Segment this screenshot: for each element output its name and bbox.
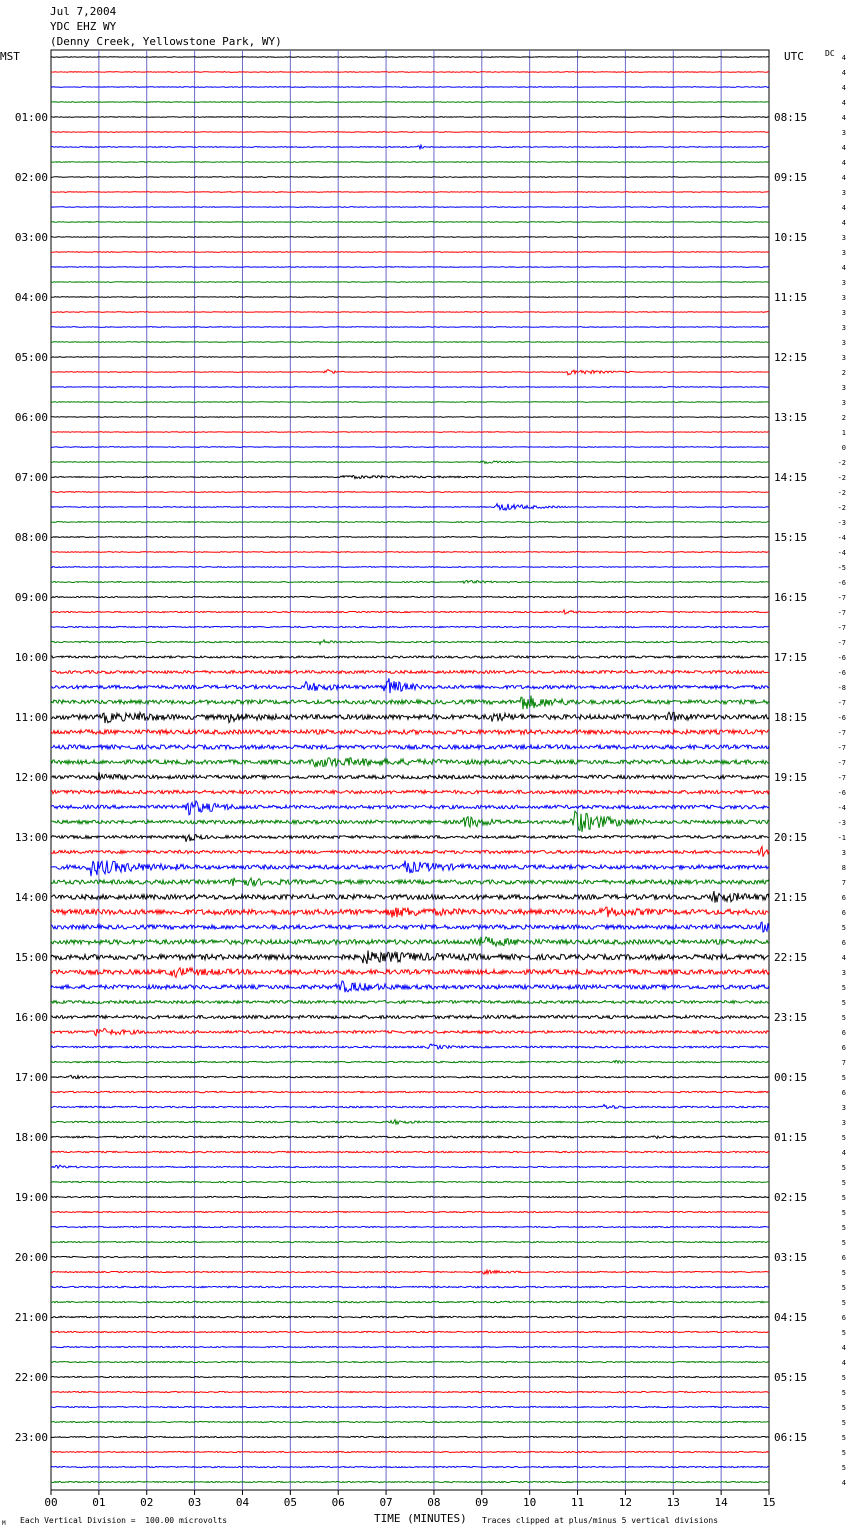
seismic-trace-row — [51, 772, 769, 780]
plot-frame — [51, 50, 769, 1490]
utc-hour-label: 18:15 — [774, 711, 808, 724]
dc-offset-value: 3 — [841, 384, 846, 392]
dc-offset-value: 3 — [841, 294, 846, 302]
dc-offset-value: -3 — [837, 819, 846, 827]
dc-offset-value: 3 — [841, 849, 846, 857]
dc-offset-value: 5 — [841, 1134, 846, 1142]
dc-offset-value: 3 — [841, 129, 846, 137]
seismic-trace-row — [51, 758, 769, 767]
dc-offset-value: 4 — [841, 84, 846, 92]
seismic-trace-row — [51, 1120, 769, 1124]
seismic-trace-row — [51, 811, 769, 832]
dc-offset-value: -7 — [837, 639, 846, 647]
seismic-trace-row — [51, 891, 769, 903]
seismic-trace-row — [51, 1406, 769, 1407]
mst-hour-label: 02:00 — [14, 171, 48, 184]
mst-hour-label: 15:00 — [14, 951, 48, 964]
dc-offset-value: 6 — [841, 1044, 846, 1052]
dc-offset-value: 6 — [841, 1089, 846, 1097]
seismic-trace-row — [51, 922, 769, 932]
utc-hour-label: 09:15 — [774, 171, 808, 184]
seismic-trace-row — [51, 1075, 769, 1078]
dc-offset-value: 5 — [841, 984, 846, 992]
mst-hour-label: 09:00 — [14, 591, 48, 604]
seismic-trace-row — [51, 1376, 769, 1377]
dc-offset-value: 6 — [841, 1314, 846, 1322]
dc-offset-value: 3 — [841, 249, 846, 257]
utc-hour-label: 08:15 — [774, 111, 808, 124]
mst-hour-label: 18:00 — [14, 1131, 48, 1144]
dc-offset-value: -6 — [837, 669, 846, 677]
mst-hour-label: 22:00 — [14, 1371, 48, 1384]
seismic-trace-row — [51, 745, 769, 749]
seismic-trace-row — [51, 222, 769, 223]
seismic-trace-row — [51, 1346, 769, 1347]
seismic-trace-row — [51, 861, 769, 877]
seismic-trace-row — [51, 950, 769, 963]
dc-offset-value: -7 — [837, 609, 846, 617]
vertical-division-note: Each Vertical Division = 100.00 microvolts — [20, 1516, 228, 1525]
seismic-trace-row — [51, 580, 769, 583]
mst-hour-label: 17:00 — [14, 1071, 48, 1084]
x-tick-label: 13 — [666, 1496, 680, 1509]
seismic-trace-row — [51, 596, 769, 597]
x-tick-label: 00 — [44, 1496, 58, 1509]
mst-hour-label: 16:00 — [14, 1011, 48, 1024]
x-tick-label: 03 — [187, 1496, 202, 1509]
seismic-trace-row — [51, 907, 769, 918]
mst-hour-label: 20:00 — [14, 1251, 48, 1264]
seismic-trace-row — [51, 432, 769, 433]
mst-hour-label: 14:00 — [14, 891, 48, 904]
seismic-trace-row — [51, 801, 769, 815]
seismic-trace-row — [51, 57, 769, 58]
dc-offset-value: -7 — [837, 744, 846, 752]
seismic-trace-row — [51, 1060, 769, 1063]
mst-hour-label: 08:00 — [14, 531, 48, 544]
seismic-trace-row — [51, 696, 769, 710]
dc-offset-value: 4 — [841, 54, 846, 62]
dc-offset-value: -4 — [837, 804, 846, 812]
seismic-trace-row — [51, 342, 769, 343]
x-tick-label: 15 — [762, 1496, 776, 1509]
dc-offset-value: 5 — [841, 1449, 846, 1457]
seismic-trace-row — [51, 102, 769, 103]
dc-offset-value: 4 — [841, 1344, 846, 1352]
mst-hour-label: 07:00 — [14, 471, 48, 484]
utc-hour-label: 20:15 — [774, 831, 808, 844]
utc-hour-label: 00:15 — [774, 1071, 808, 1084]
utc-hour-label: 04:15 — [774, 1311, 808, 1324]
seismic-trace-row — [51, 1196, 769, 1197]
dc-offset-value: 5 — [841, 1269, 846, 1277]
dc-offset-value: 5 — [841, 1074, 846, 1082]
dc-offset-value: 5 — [841, 924, 846, 932]
seismic-trace-row — [51, 847, 769, 857]
seismic-trace-row — [51, 132, 769, 133]
x-tick-label: 07 — [379, 1496, 393, 1509]
dc-offset-value: 6 — [841, 1029, 846, 1037]
dc-offset-value: 5 — [841, 1239, 846, 1247]
seismic-trace-row — [51, 117, 769, 118]
mst-hour-label: 19:00 — [14, 1191, 48, 1204]
dc-offset-value: 3 — [841, 969, 846, 977]
x-tick-label: 09 — [475, 1496, 489, 1509]
clipping-note: Traces clipped at plus/minus 5 vertical divisions — [482, 1516, 719, 1525]
mst-hour-label: 23:00 — [14, 1431, 48, 1444]
dc-offset-value: -2 — [837, 504, 846, 512]
utc-hour-label: 15:15 — [774, 531, 808, 544]
seismic-trace-row — [51, 177, 769, 178]
seismic-trace-row — [51, 981, 769, 992]
seismic-trace-row — [51, 1256, 769, 1257]
dc-offset-value: -1 — [837, 834, 846, 842]
utc-hour-label: 10:15 — [774, 231, 808, 244]
dc-offset-value: -6 — [837, 789, 846, 797]
seismic-trace-row — [51, 370, 769, 375]
seismic-trace-row — [51, 312, 769, 313]
seismic-trace-row — [51, 1029, 769, 1036]
dc-offset-value: 5 — [841, 1194, 846, 1202]
utc-hour-label: 05:15 — [774, 1371, 808, 1384]
dc-offset-value: 6 — [841, 939, 846, 947]
seismic-trace-row — [51, 1466, 769, 1467]
seismic-trace-row — [51, 1361, 769, 1362]
seismic-trace-row — [51, 1105, 769, 1109]
dc-offset-value: 3 — [841, 279, 846, 287]
dc-offset-value: 4 — [841, 114, 846, 122]
dc-offset-value: -7 — [837, 774, 846, 782]
seismic-trace-row — [51, 1181, 769, 1182]
dc-offset-value: -7 — [837, 759, 846, 767]
dc-offset-value: 3 — [841, 339, 846, 347]
dc-offset-value: -3 — [837, 519, 846, 527]
seismic-trace-row — [51, 72, 769, 73]
seismic-trace-row — [51, 626, 769, 627]
seismic-trace-row — [51, 678, 769, 693]
mst-hour-label: 11:00 — [14, 711, 48, 724]
dc-offset-value: -7 — [837, 699, 846, 707]
dc-offset-value: 5 — [841, 1179, 846, 1187]
seismic-trace-row — [51, 387, 769, 388]
dc-offset-value: 7 — [841, 1059, 846, 1067]
dc-offset-value: 4 — [841, 954, 846, 962]
dc-offset-value: 4 — [841, 219, 846, 227]
x-tick-label: 14 — [714, 1496, 728, 1509]
utc-hour-label: 23:15 — [774, 1011, 808, 1024]
dc-offset-value: 5 — [841, 1164, 846, 1172]
dc-offset-value: -2 — [837, 489, 846, 497]
dc-offset-value: -7 — [837, 594, 846, 602]
seismic-trace-row — [51, 790, 769, 794]
record-date: Jul 7,2004 — [50, 5, 117, 18]
seismic-trace-row — [51, 1226, 769, 1227]
seismic-trace-row — [51, 1331, 769, 1332]
seismic-trace-row — [51, 937, 769, 946]
seismic-trace-row — [51, 145, 769, 149]
dc-offset-value: -2 — [837, 474, 846, 482]
utc-hour-label: 22:15 — [774, 951, 808, 964]
mst-hour-label: 13:00 — [14, 831, 48, 844]
seismic-trace-row — [51, 402, 769, 403]
seismic-trace-row — [51, 968, 769, 978]
dc-offset-value: 3 — [841, 399, 846, 407]
dc-offset-value: 5 — [841, 1434, 846, 1442]
dc-offset-value: 3 — [841, 1119, 846, 1127]
dc-offset-value: 3 — [841, 309, 846, 317]
mst-hour-label: 10:00 — [14, 651, 48, 664]
dc-offset-value: 5 — [841, 1404, 846, 1412]
dc-offset-value: 4 — [841, 69, 846, 77]
dc-offset-value: 1 — [841, 429, 846, 437]
seismic-trace-row — [51, 1241, 769, 1242]
dc-offset-value: 4 — [841, 174, 846, 182]
seismic-trace-row — [51, 1044, 769, 1049]
utc-hour-label: 01:15 — [774, 1131, 808, 1144]
dc-offset-value: 4 — [841, 204, 846, 212]
dc-offset-value: -6 — [837, 579, 846, 587]
utc-hour-label: 12:15 — [774, 351, 808, 364]
x-tick-label: 01 — [92, 1496, 106, 1509]
utc-hour-label: 19:15 — [774, 771, 808, 784]
dc-offset-value: 5 — [841, 1329, 846, 1337]
mst-hour-label: 05:00 — [14, 351, 48, 364]
seismic-trace-row — [51, 1481, 769, 1482]
x-tick-label: 02 — [140, 1496, 154, 1509]
x-tick-label: 05 — [283, 1496, 297, 1509]
dc-offset-value: 4 — [841, 159, 846, 167]
seismic-trace-row — [51, 237, 769, 238]
seismic-trace-row — [51, 552, 769, 553]
seismic-trace-row — [51, 192, 769, 193]
dc-offset-value: 7 — [841, 879, 846, 887]
dc-offset-value: 6 — [841, 894, 846, 902]
seismic-trace-row — [51, 1286, 769, 1288]
utc-hour-label: 14:15 — [774, 471, 808, 484]
dc-offset-value: 0 — [841, 444, 846, 452]
dc-offset-value: 4 — [841, 1359, 846, 1367]
seismic-trace-row — [51, 162, 769, 163]
mst-axis-title: MST — [0, 50, 20, 63]
seismic-trace-row — [51, 656, 769, 658]
dc-offset-value: 4 — [841, 144, 846, 152]
utc-axis-title: UTC — [784, 50, 804, 63]
mst-hour-label: 01:00 — [14, 111, 48, 124]
seismic-trace-row — [51, 1001, 769, 1004]
seismic-trace-row — [51, 504, 769, 510]
seismic-trace-row — [51, 537, 769, 538]
seismic-trace-row — [51, 1211, 769, 1212]
dc-offset-value: 5 — [841, 1419, 846, 1427]
seismic-trace-row — [51, 282, 769, 283]
dc-offset-title: DC — [825, 49, 835, 58]
seismic-trace-row — [51, 1301, 769, 1303]
dc-offset-value: -6 — [837, 654, 846, 662]
utc-hour-label: 06:15 — [774, 1431, 808, 1444]
seismic-trace-row — [51, 252, 769, 253]
seismic-trace-row — [51, 522, 769, 523]
dc-offset-value: 6 — [841, 1254, 846, 1262]
x-tick-label: 04 — [235, 1496, 250, 1509]
seismic-trace-row — [51, 1165, 769, 1168]
seismic-trace-row — [51, 1451, 769, 1452]
seismic-trace-row — [51, 447, 769, 448]
dc-offset-value: 3 — [841, 1104, 846, 1112]
utc-hour-label: 17:15 — [774, 651, 808, 664]
dc-offset-value: -4 — [837, 549, 846, 557]
utc-hour-label: 16:15 — [774, 591, 808, 604]
seismic-trace-row — [51, 492, 769, 493]
utc-hour-label: 03:15 — [774, 1251, 808, 1264]
dc-offset-value: 5 — [841, 1224, 846, 1232]
utc-hour-label: 13:15 — [774, 411, 808, 424]
utc-hour-label: 11:15 — [774, 291, 808, 304]
station-code: YDC EHZ WY — [50, 20, 117, 33]
footer-mark: M — [2, 1520, 6, 1527]
mst-hour-label: 12:00 — [14, 771, 48, 784]
dc-offset-value: -7 — [837, 729, 846, 737]
dc-offset-value: 5 — [841, 1014, 846, 1022]
seismic-trace-row — [51, 610, 769, 614]
seismic-trace-row — [51, 1436, 769, 1437]
dc-offset-value: -8 — [837, 684, 846, 692]
dc-offset-value: 5 — [841, 1209, 846, 1217]
x-tick-label: 11 — [570, 1496, 585, 1509]
seismic-trace-row — [51, 1136, 769, 1139]
seismic-trace-row — [51, 1316, 769, 1318]
seismic-trace-row — [51, 640, 769, 645]
dc-offset-value: 2 — [841, 369, 846, 377]
seismic-trace-row — [51, 1015, 769, 1018]
dc-offset-value: 3 — [841, 354, 846, 362]
seismic-trace-row — [51, 1391, 769, 1392]
x-axis-label: TIME (MINUTES) — [374, 1512, 467, 1525]
seismic-trace-row — [51, 297, 769, 298]
dc-offset-value: 5 — [841, 999, 846, 1007]
mst-hour-label: 21:00 — [14, 1311, 48, 1324]
dc-offset-value: 6 — [841, 909, 846, 917]
seismic-trace-row — [51, 267, 769, 268]
dc-offset-value: -4 — [837, 534, 846, 542]
seismic-trace-row — [51, 730, 769, 734]
utc-hour-label: 02:15 — [774, 1191, 808, 1204]
x-tick-label: 10 — [523, 1496, 537, 1509]
seismic-trace-row — [51, 712, 769, 723]
seismic-trace-row — [51, 1270, 769, 1274]
dc-offset-value: 5 — [841, 1284, 846, 1292]
dc-offset-value: 5 — [841, 1374, 846, 1382]
dc-offset-value: 3 — [841, 324, 846, 332]
mst-hour-label: 06:00 — [14, 411, 48, 424]
seismic-trace-row — [51, 461, 769, 463]
dc-offset-value: -7 — [837, 624, 846, 632]
dc-offset-value: 5 — [841, 1389, 846, 1397]
seismic-trace-row — [51, 1151, 769, 1153]
seismic-trace-row — [51, 357, 769, 358]
seismic-trace-row — [51, 878, 769, 886]
station-location: (Denny Creek, Yellowstone Park, WY) — [50, 35, 282, 48]
seismic-trace-row — [51, 417, 769, 418]
seismic-trace-row — [51, 1421, 769, 1422]
seismic-trace-row — [51, 834, 769, 841]
dc-offset-value: 4 — [841, 264, 846, 272]
dc-offset-value: -2 — [837, 459, 846, 467]
mst-hour-label: 03:00 — [14, 231, 48, 244]
seismic-trace-row — [51, 327, 769, 328]
dc-offset-value: 2 — [841, 414, 846, 422]
seismic-trace-row — [51, 671, 769, 674]
dc-offset-value: 3 — [841, 234, 846, 242]
dc-offset-value: 5 — [841, 1464, 846, 1472]
seismic-trace-row — [51, 1091, 769, 1093]
x-tick-label: 06 — [331, 1496, 345, 1509]
x-tick-label: 08 — [427, 1496, 441, 1509]
dc-offset-value: 4 — [841, 1479, 846, 1487]
seismic-trace-row — [51, 475, 769, 478]
dc-offset-value: 3 — [841, 189, 846, 197]
seismic-trace-row — [51, 87, 769, 88]
dc-offset-value: -5 — [837, 564, 846, 572]
dc-offset-value: 8 — [841, 864, 846, 872]
dc-offset-value: -6 — [837, 714, 846, 722]
x-tick-label: 12 — [618, 1496, 633, 1509]
seismic-trace-row — [51, 567, 769, 568]
dc-offset-value: 4 — [841, 1149, 846, 1157]
dc-offset-value: 5 — [841, 1299, 846, 1307]
mst-hour-label: 04:00 — [14, 291, 48, 304]
dc-offset-value: 4 — [841, 99, 846, 107]
seismic-traces — [51, 57, 769, 1483]
utc-hour-label: 21:15 — [774, 891, 808, 904]
seismic-trace-row — [51, 207, 769, 208]
